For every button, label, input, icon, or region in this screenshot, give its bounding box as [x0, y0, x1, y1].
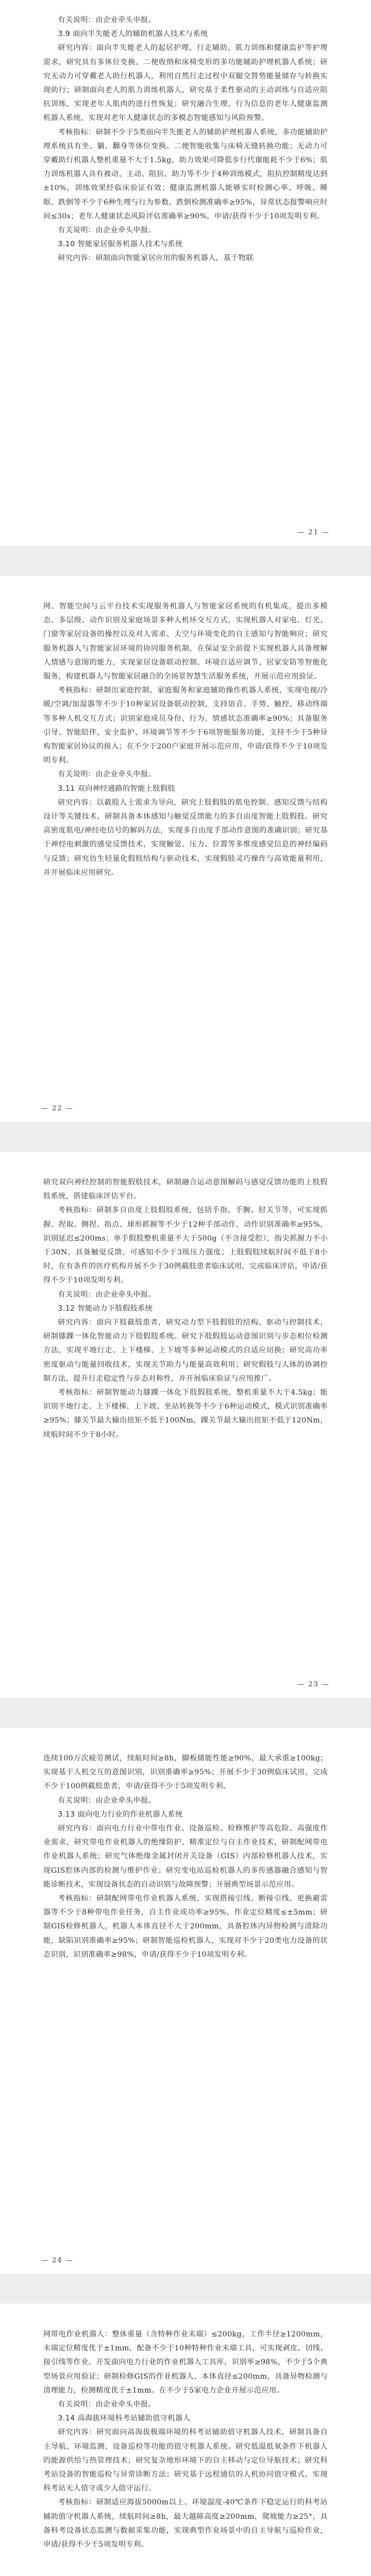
body-paragraph: 考核指标：研制适应海拔5000m以上、环境温度-40℃条件下稳定运行的科考站辅助值守机器人系统，续航时间≥8h，最大越障高度≥200mm，爬坡能力≥25°，具备科考设备状态监测与数据采集功能，实现典型作业场景中的自主导航与巡检作业，申请/获得不少于5项发明专利。 [43, 2498, 328, 2549]
section-heading: 3.13 面向电力行业的作业机器人系统 [58, 1810, 183, 1819]
body-paragraph: 网、智能空间与云平台技术实现服务机器人与智能家居系统的有机集成，提出多模态、多层级、动作识别及家庭场景多种人机环交互方式，实现机器人对家电、灯光、门窗等家居设备的操控以及对人需求、天空与环境变化的自主感知与智能响应；研究服务机器人与智能家居环境的协同服务机制，在保证安全前提下实现机器人具备理解人情感与意图的能力，实现家居设备联动控制、环境自适应调节、居家安防等智能化服务，构建机器人与智能家居融合的全场景智慧生活服务系统，开展示范应用验证。 [43, 602, 328, 681]
body-paragraph: 考核指标：研制不少于5类面向半失能老人的辅助护理机器人系统，多功能辅助护理系统具有坐、躺、翻身等体位变换、二便智能收集与床椅无缝转换功能；无动力可穿戴助行机器人整机重量不大于1.5kg，助力效果可降低步行代谢能耗不少于6%；肌力训练机器人具有被动、主动、阻抗、助力等不少于4种训练模式，阻抗控制精度达到±10%，训练效果经临床验证有效；健康监测机器人能够实时检测心率、呼吸、睡眠、跌倒等不少于6种生理与行为参数，跌倒检测准确率≥95%，异常状态报警响应时间≤30s；老年人健康状态风险评估准确率≥90%，申请/获得不少于10项发明专利。 [43, 128, 328, 221]
section-heading: 3.14 高海拔环境科考站辅助值守机器人 [58, 2414, 191, 2423]
page-gap [0, 546, 371, 576]
body-paragraph: 研究内容：面向下肢截肢患者，研究动力型下肢假肢的结构、驱动与控制技术，研制膝踝一体化智能动力下肢假肢系统。研究下肢假肢运动意图识别与步态相位检测方法，实现平地行走、上下楼梯、上下坡等多种运动模式的自适应切换；研究高功率密度驱动与能量回收技术，实现关节助力与能量高效利用；研究假肢与人体的协调控制方法，提升行走稳定性与步态对称性，并开展临床验证与应用推广。 [43, 1318, 328, 1383]
page-gap [0, 2274, 371, 2304]
section-heading: 3.11 双向神经通路的智能上肢假肢 [58, 784, 176, 793]
page-number: — 24 — [41, 2257, 74, 2264]
body-paragraph: 研究双向神经控制的智能假肢技术，研制融合运动意图解码与感觉反馈功能的上肢假肢系统，搭建临床评估平台。 [43, 1178, 328, 1201]
body-paragraph: 有关说明：由企业牵头申报。 [58, 770, 156, 779]
body-paragraph: 考核指标：研制智能动力膝踝一体化下肢假肢系统，整机重量不大于4.5kg；能识别平地行走、上下楼梯、上下坡、坐站转换等不少于6种运动模式，模式识别准确率≥95%；膝关节最大输出扭矩不低于100Nm，踝关节最大输出扭矩不低于120Nm，续航时间不少于8小时。 [43, 1388, 328, 1439]
body-paragraph: 考核指标：研制出家庭控制、家庭服务和家庭辅助操作机器人系统，实现电视/冷暖/空调/加湿器等不少于10种家居设备联动控制，支持语音、手势、触控、移动终端等多种人机交互方式；识别家庭成员身份、行为、情感状态准确率≥90%；具备服务引导、智能陪伴、安全监护、环境调节等不少于6项智能服务功能，支持不少于5种异构智能家居协议的接入；在不少于200户家庭开展示范应用，申请/获得不少于10项发明专利。 [43, 686, 328, 765]
body-paragraph: 考核指标：研制配网带电作业机器人系统，实现搭接引线、断接引线、更换避雷器等不少于8种带电作业任务，自主作业成功率≥95%，作业定位精度≤±5mm；研制GIS检修机器人，机器人本体直径不大于200mm，具备腔体内异物检测与清除功能，缺陷识别准确率≥95%；研制智能巡检机器人，实现对不少于20类电力设备的状态识别，识别准确率≥98%，申请/获得不少于10项发明专利。 [43, 1894, 328, 1959]
body-paragraph: 有关说明：由企业牵头申报。 [58, 16, 156, 24]
page-gap [0, 1122, 371, 1152]
body-paragraph: 研究内容：面向电力行业中带电作业、设备巡检、检修维护等高危险、高强度作业需求，研究带电作业机器人的绝缘防护、精准定位与自主作业技术，研制配网带电作业机器人系统；研究气体绝缘金属封闭开关设备（GIS）内部检修机器人技术，实现GIS腔体内部的检测与维护作业；研究变电站巡检机器人的多传感器融合感知与智能诊断技术，实现设备状态的自动识别与故障预警；开展典型场景示范应用。 [43, 1824, 328, 1889]
body-paragraph: 有关说明：由企业牵头申报。 [58, 1796, 156, 1805]
page-number: — 23 — [297, 1681, 330, 1688]
document-page [0, 576, 371, 1122]
page-gap [0, 1698, 371, 1728]
document-page [0, 0, 371, 546]
page-number: — 22 — [41, 1105, 74, 1112]
body-paragraph: 有关说明：由企业牵头申报。 [58, 1290, 156, 1299]
body-paragraph: 网带电作业机器人：整体重量（含特种作业末端）≤200kg，工作半径≥1200mm，末端定位精度优于±1mm，配备不少于10种特种作业末端工具，可实现剥皮、切线、接引线等作业。开发面向电力行业的作业机器人工具库，识别率≥98%，不少于5个典型场景应用验证；研制检修GIS的作业机器人，本体直径≤200mm，具备异物检测与清理能力，检测精度优于±1mm。在不少于5家电力企业开展示范应用。 [43, 2330, 328, 2395]
section-heading: 3.9 面向半失能老人的辅助机器人技术与系统 [58, 30, 208, 39]
document-page [0, 1152, 371, 1698]
section-heading: 3.12 智能动力下肢假肢系统 [58, 1304, 153, 1313]
body-paragraph: 研究内容：研制面向智能家居应用的服务机器人，基于物联 [58, 254, 254, 263]
body-paragraph: 有关说明：由企业牵头申报。 [58, 226, 156, 235]
document-page [0, 2304, 371, 2576]
body-paragraph: 有关说明：由企业牵头申报。 [58, 2400, 156, 2409]
document-page [0, 1728, 371, 2274]
body-paragraph: 研究内容：面向半失能老人的起居护理、行走辅助、肌力训练和健康监护等护理需求，研究具有多体位变换、二便收纳和床椅变形的多功能辅助护理机器人系统；研究无动力可穿戴老人助行机器人，利用自然行走过程中双腿交替势能量储存与转换实现助行；研制面向老人的肌力训练机器人，研究基于柔性驱动的主动训练与自适应阻抗训练，实现老年人肌肉的进行性恢复；研究融合生理、行为信息的老年人健康监测机器人系统，实现对老年人健康状态的多模态智能感知与风险预警。 [43, 44, 328, 123]
section-heading: 3.10 智能家居服务机器人技术与系统 [58, 240, 183, 249]
body-paragraph: 连续100万次疲劳测试，续航时间≥8h，脚板储能性能≥90%，最大承重≥100kg；实现基于人机交互的意图识别，识别准确率≥95%；开展不少于30例临床试用，完成不少于100例截肢患者，申请/获得不少于5项发明专利。 [43, 1754, 328, 1791]
body-paragraph: 研究内容：研究面向高海拔极端环境的科考站辅助值守机器人技术，研制具备自主导航、环境监测、设备巡检等功能的值守机器人系统。研究低温低氧条件下机器人的能源供给与热管理技术；研究复杂地形环境下的自主移动与定位导航技术；研究科考站设备的智能巡检与异常诊断方法；研究基于远程通信的人机协同值守模式，实现科考站无人值守或少人值守运行。 [43, 2428, 328, 2493]
page-number: — 21 — [297, 529, 330, 536]
body-paragraph: 考核指标：研制多自由度上肢假肢系统，包括手指、手腕、肘关节等，可实现抓握、捏取、侧捏、指点、球形抓握等不少于12种手部动作，动作识别准确率≥95%，识别延迟≤200ms；单手假肢整机重量不大于500g（不含接受腔），指尖抓握力不小于30N，具备触觉反馈，可感知不少于3级压力强度；上肢假肢续航时间不低于8小时，在有条件的医疗机构开展不少于30例截肢患者临床试用，完成临床评估，申请/获得不少于10项发明专利。 [43, 1206, 328, 1285]
body-paragraph: 研究内容：以截肢人士需求为导向，研究上肢假肢的肌电控制、感知反馈与结构设计等关键技术，研制具备本体感知与触觉反馈能力的多自由度智能上肢假肢。研究高密度肌电/神经电信号的解码方法，实现多自由度手部动作意图的准确识别；研究基于神经电刺激的感觉反馈技术，实现触觉、压力、位置等多维度感觉信息的神经编码与反馈；研究仿生轻量化假肢结构与驱动技术，实现假肢灵巧操作与高效能量利用，并开展临床应用研究。 [43, 798, 328, 877]
